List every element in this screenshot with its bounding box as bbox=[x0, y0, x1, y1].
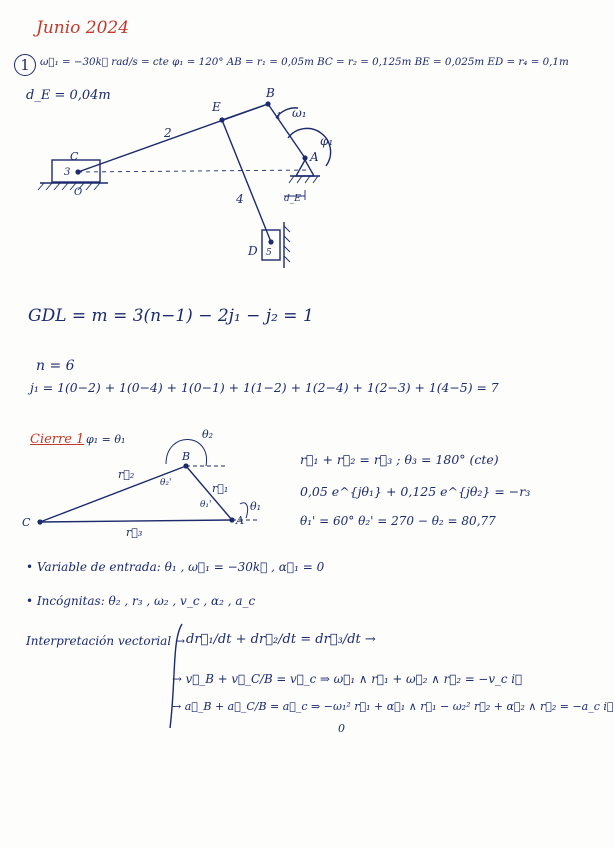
closure-label-th2p: θ₂' bbox=[160, 478, 172, 488]
closure-title: Cierre 1 bbox=[30, 432, 85, 447]
label-link-2: 2 bbox=[164, 126, 172, 140]
closure-label-th2: θ₂ bbox=[202, 428, 214, 441]
closure-label-r1: r⃗₁ bbox=[212, 482, 229, 495]
unknowns: • Incógnitas: θ₂ , r₃ , ω₂ , v_c , α₂ , a_c bbox=[26, 594, 256, 608]
closure-eq-3: θ₁' = 60° θ₂' = 270 − θ₂ = 80,77 bbox=[300, 514, 496, 528]
label-omega-1: ω₁ bbox=[292, 106, 307, 120]
vector-label: Interpretación vectorial → bbox=[26, 634, 186, 648]
vector-eq-3: → a⃗_B + a⃗_C/B = a⃗_c ⇒ −ω₁² r⃗₁ + α⃗₁ ∧ r⃗₁ − ω₂² r⃗₂ + α⃗₂ ∧ r⃗₂ = −a_c i⃗ bbox=[172, 700, 614, 713]
vector-eq-1: dr⃗₁/dt + dr⃗₂/dt = dr⃗₃/dt → bbox=[186, 632, 376, 647]
closure-label-th1p: θ₁' bbox=[200, 500, 212, 510]
label-phi-1: φ₁ bbox=[320, 134, 334, 148]
label-link-1: 1 bbox=[276, 112, 282, 122]
page-title: Junio 2024 bbox=[36, 18, 130, 38]
label-link-4: 4 bbox=[236, 192, 244, 206]
label-C: C bbox=[70, 150, 79, 163]
given-data-line-1: ω⃗₁ = −30k⃗ rad/s = cte φ₁ = 120° AB = r₁ = 0,05m BC = r₂ = 0,125m BE = 0,025m ED = r₄ = 0,1m bbox=[40, 56, 569, 68]
label-B: B bbox=[266, 86, 275, 100]
closure-eq-2: 0,05 e^{jθ₁} + 0,125 e^{jθ₂} = −r₃ bbox=[300, 484, 531, 499]
problem-number: 1 bbox=[14, 54, 36, 76]
closure-label-r3: r⃗₃ bbox=[126, 526, 143, 539]
label-O: O bbox=[74, 187, 83, 198]
label-D: D bbox=[248, 244, 258, 258]
vector-eq-2: → v⃗_B + v⃗_C/B = v⃗_c ⇒ ω⃗₁ ∧ r⃗₁ + ω⃗₂ ∧ r⃗₂ = −v_c i⃗ bbox=[172, 672, 523, 686]
given-data-line-2: d_E = 0,04m bbox=[26, 88, 111, 103]
label-slider-3: 3 bbox=[64, 167, 71, 178]
label-A: A bbox=[310, 150, 319, 164]
label-E: E bbox=[212, 100, 221, 114]
input-variables: • Variable de entrada: θ₁ , ω⃗₁ = −30k⃗ , α⃗₁ = 0 bbox=[26, 560, 325, 574]
closure-label-th1: θ₁ bbox=[250, 500, 262, 513]
label-dE: d_E bbox=[284, 194, 301, 204]
gdl-n: n = 6 bbox=[36, 358, 75, 374]
closure-eq-1: r⃗₁ + r⃗₂ = r⃗₃ ; θ₃ = 180° (cte) bbox=[300, 452, 499, 467]
gdl-j1: j₁ = 1(0−2) + 1(0−4) + 1(0−1) + 1(1−2) + 1(2−4) + 1(2−3) + 1(4−5) = 7 bbox=[30, 380, 499, 395]
closure-label-B: B bbox=[182, 450, 191, 463]
closure-label-C: C bbox=[22, 516, 31, 529]
vector-zero: 0 bbox=[338, 722, 345, 735]
label-slider-5: 5 bbox=[266, 248, 272, 258]
closure-condition: φ₁ = θ₁ bbox=[86, 433, 126, 446]
gdl-formula: GDL = m = 3(n−1) − 2j₁ − j₂ = 1 bbox=[28, 306, 314, 326]
closure-label-A: A bbox=[236, 514, 244, 527]
closure-label-r2: r⃗₂ bbox=[118, 468, 135, 481]
